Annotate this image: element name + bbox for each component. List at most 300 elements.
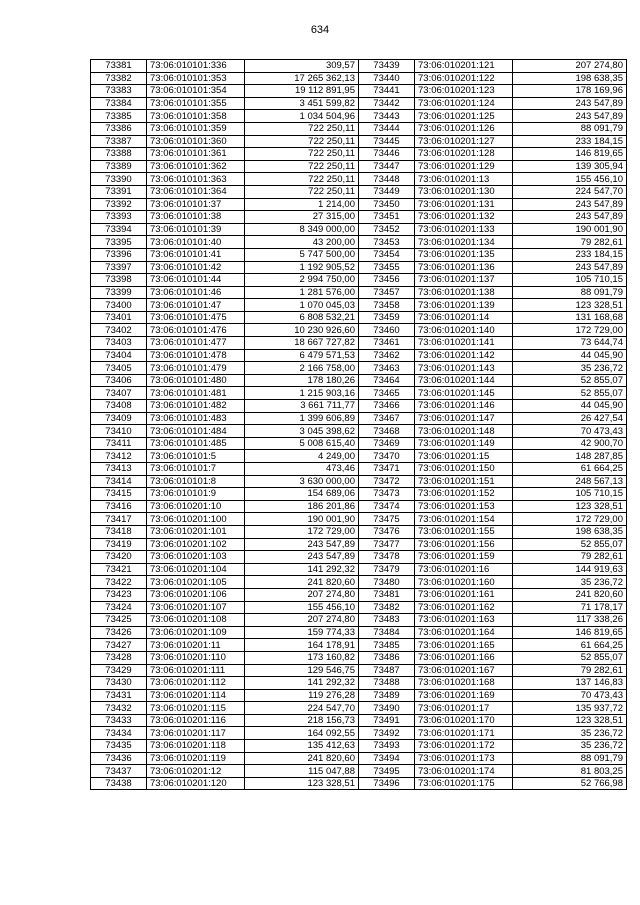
table-row: [91, 211, 359, 224]
cadastral-number-cell: 73:06:010101:47: [147, 299, 245, 312]
row-number-cell: 73493: [359, 740, 415, 753]
row-number-cell: 73416: [91, 500, 147, 513]
row-number-cell: 73410: [91, 425, 147, 438]
value-cell: 26 427,54: [513, 412, 627, 425]
cadastral-number-cell: 73:06:010201:133: [415, 223, 513, 236]
cadastral-number-cell: 73:06:010201:130: [415, 185, 513, 198]
table-row: [359, 740, 627, 753]
table-row: [91, 513, 359, 526]
cadastral-number-cell: 73:06:010201:115: [147, 702, 245, 715]
table-row: [359, 651, 627, 664]
table-row: [359, 362, 627, 375]
row-number-cell: 73470: [359, 450, 415, 463]
value-cell: 172 729,00: [513, 324, 627, 337]
cadastral-number-cell: 73:06:010201:116: [147, 714, 245, 727]
value-cell: 123 328,51: [513, 299, 627, 312]
cadastral-number-cell: 73:06:010201:111: [147, 664, 245, 677]
cadastral-number-cell: 73:06:010201:15: [415, 450, 513, 463]
value-cell: 141 292,32: [245, 677, 359, 690]
row-number-cell: 73485: [359, 639, 415, 652]
table-row: [91, 72, 359, 85]
row-number-cell: 73437: [91, 765, 147, 778]
cadastral-number-cell: 73:06:010201:114: [147, 689, 245, 702]
row-number-cell: 73456: [359, 274, 415, 287]
row-number-cell: 73433: [91, 714, 147, 727]
row-number-cell: 73388: [91, 148, 147, 161]
value-cell: 241 820,60: [513, 588, 627, 601]
table-row: [91, 437, 359, 450]
table-row: [359, 261, 627, 274]
value-cell: 27 315,00: [245, 211, 359, 224]
cadastral-number-cell: 73:06:010101:44: [147, 274, 245, 287]
cadastral-number-cell: 73:06:010101:41: [147, 248, 245, 261]
value-cell: 243 547,89: [513, 261, 627, 274]
value-cell: 148 287,85: [513, 450, 627, 463]
value-cell: 241 820,60: [245, 752, 359, 765]
value-cell: 79 282,61: [513, 664, 627, 677]
row-number-cell: 73391: [91, 185, 147, 198]
value-cell: 190 001,90: [245, 513, 359, 526]
value-cell: 3 630 000,00: [245, 475, 359, 488]
value-cell: 52 766,98: [513, 777, 627, 790]
table-row: [91, 475, 359, 488]
table-row: [359, 538, 627, 551]
table-row: [91, 626, 359, 639]
value-cell: 243 547,89: [513, 110, 627, 123]
value-cell: 159 774,33: [245, 626, 359, 639]
table-row: [359, 601, 627, 614]
value-cell: 207 274,80: [245, 614, 359, 627]
cadastral-number-cell: 73:06:010201:125: [415, 110, 513, 123]
value-cell: 79 282,61: [513, 551, 627, 564]
row-number-cell: 73494: [359, 752, 415, 765]
table-row: [91, 60, 359, 73]
table-row: [91, 538, 359, 551]
value-cell: 146 819,65: [513, 148, 627, 161]
table-row: [359, 248, 627, 261]
cadastral-number-cell: 73:06:010101:478: [147, 349, 245, 362]
row-number-cell: 73426: [91, 626, 147, 639]
cadastral-number-cell: 73:06:010101:363: [147, 173, 245, 186]
table-row: [359, 185, 627, 198]
value-cell: 243 547,89: [513, 198, 627, 211]
value-cell: 88 091,79: [513, 122, 627, 135]
cadastral-number-cell: 73:06:010101:481: [147, 387, 245, 400]
row-number-cell: 73419: [91, 538, 147, 551]
table-row: [359, 110, 627, 123]
cadastral-number-cell: 73:06:010101:46: [147, 286, 245, 299]
cadastral-number-cell: 73:06:010101:479: [147, 362, 245, 375]
row-number-cell: 73394: [91, 223, 147, 236]
cadastral-number-cell: 73:06:010201:160: [415, 576, 513, 589]
value-cell: 173 160,82: [245, 651, 359, 664]
value-cell: 198 638,35: [513, 525, 627, 538]
cadastral-number-cell: 73:06:010101:364: [147, 185, 245, 198]
table-row: [359, 551, 627, 564]
value-cell: 241 820,60: [245, 576, 359, 589]
row-number-cell: 73387: [91, 135, 147, 148]
value-cell: 1 281 576,00: [245, 286, 359, 299]
value-cell: 164 092,55: [245, 727, 359, 740]
row-number-cell: 73396: [91, 248, 147, 261]
value-cell: 243 547,89: [513, 211, 627, 224]
cadastral-number-cell: 73:06:010201:124: [415, 97, 513, 110]
value-cell: 137 146,83: [513, 677, 627, 690]
value-cell: 5 008 615,40: [245, 437, 359, 450]
row-number-cell: 73439: [359, 60, 415, 73]
value-cell: 178 180,26: [245, 374, 359, 387]
table-row: [91, 777, 359, 790]
row-number-cell: 73482: [359, 601, 415, 614]
row-number-cell: 73407: [91, 387, 147, 400]
table-row: [359, 211, 627, 224]
cadastral-number-cell: 73:06:010201:156: [415, 538, 513, 551]
row-number-cell: 73467: [359, 412, 415, 425]
value-cell: 154 689,06: [245, 488, 359, 501]
cadastral-number-cell: 73:06:010201:143: [415, 362, 513, 375]
cadastral-number-cell: 73:06:010201:139: [415, 299, 513, 312]
table-row: [91, 752, 359, 765]
page-number: 634: [310, 24, 330, 36]
cadastral-number-cell: 73:06:010101:336: [147, 60, 245, 73]
table-row: [359, 223, 627, 236]
row-number-cell: 73385: [91, 110, 147, 123]
cadastral-number-cell: 73:06:010101:477: [147, 337, 245, 350]
table-row: [91, 463, 359, 476]
row-number-cell: 73405: [91, 362, 147, 375]
table-row: [91, 286, 359, 299]
table-row: [91, 236, 359, 249]
left-data-table: [90, 59, 359, 790]
table-row: [359, 274, 627, 287]
cadastral-number-cell: 73:06:010101:355: [147, 97, 245, 110]
table-row: [91, 362, 359, 375]
table-row: [359, 702, 627, 715]
value-cell: 17 265 362,13: [245, 72, 359, 85]
table-row: [91, 122, 359, 135]
cadastral-number-cell: 73:06:010101:7: [147, 463, 245, 476]
row-number-cell: 73464: [359, 374, 415, 387]
cadastral-number-cell: 73:06:010201:121: [415, 60, 513, 73]
table-row: [359, 60, 627, 73]
value-cell: 19 112 891,95: [245, 85, 359, 98]
value-cell: 3 045 398,62: [245, 425, 359, 438]
table-row: [359, 777, 627, 790]
row-number-cell: 73451: [359, 211, 415, 224]
row-number-cell: 73432: [91, 702, 147, 715]
row-number-cell: 73492: [359, 727, 415, 740]
cadastral-number-cell: 73:06:010201:134: [415, 236, 513, 249]
table-row: [91, 500, 359, 513]
table-row: [91, 740, 359, 753]
row-number-cell: 73395: [91, 236, 147, 249]
cadastral-number-cell: 73:06:010201:127: [415, 135, 513, 148]
cadastral-number-cell: 73:06:010101:354: [147, 85, 245, 98]
row-number-cell: 73457: [359, 286, 415, 299]
row-number-cell: 73461: [359, 337, 415, 350]
value-cell: 115 047,88: [245, 765, 359, 778]
value-cell: 1 070 045,03: [245, 299, 359, 312]
cadastral-number-cell: 73:06:010201:138: [415, 286, 513, 299]
value-cell: 70 473,43: [513, 425, 627, 438]
row-number-cell: 73420: [91, 551, 147, 564]
row-number-cell: 73399: [91, 286, 147, 299]
value-cell: 6 808 532,21: [245, 311, 359, 324]
row-number-cell: 73483: [359, 614, 415, 627]
value-cell: 186 201,86: [245, 500, 359, 513]
table-row: [91, 664, 359, 677]
cadastral-number-cell: 73:06:010101:37: [147, 198, 245, 211]
table-row: [359, 122, 627, 135]
value-cell: 71 178,17: [513, 601, 627, 614]
row-number-cell: 73435: [91, 740, 147, 753]
row-number-cell: 73382: [91, 72, 147, 85]
row-number-cell: 73454: [359, 248, 415, 261]
cadastral-number-cell: 73:06:010101:362: [147, 160, 245, 173]
row-number-cell: 73429: [91, 664, 147, 677]
cadastral-number-cell: 73:06:010201:170: [415, 714, 513, 727]
cadastral-number-cell: 73:06:010201:174: [415, 765, 513, 778]
table-row: [359, 387, 627, 400]
row-number-cell: 73427: [91, 639, 147, 652]
row-number-cell: 73384: [91, 97, 147, 110]
cadastral-number-cell: 73:06:010101:361: [147, 148, 245, 161]
table-row: [91, 677, 359, 690]
table-row: [91, 374, 359, 387]
cadastral-number-cell: 73:06:010101:358: [147, 110, 245, 123]
table-row: [91, 299, 359, 312]
row-number-cell: 73484: [359, 626, 415, 639]
table-row: [91, 588, 359, 601]
value-cell: 117 338,26: [513, 614, 627, 627]
cadastral-number-cell: 73:06:010201:142: [415, 349, 513, 362]
value-cell: 2 994 750,00: [245, 274, 359, 287]
cadastral-number-cell: 73:06:010201:147: [415, 412, 513, 425]
cadastral-number-cell: 73:06:010201:155: [415, 525, 513, 538]
table-row: [359, 677, 627, 690]
cadastral-number-cell: 73:06:010101:42: [147, 261, 245, 274]
row-number-cell: 73476: [359, 525, 415, 538]
row-number-cell: 73418: [91, 525, 147, 538]
value-cell: 81 803,25: [513, 765, 627, 778]
cadastral-number-cell: 73:06:010201:16: [415, 563, 513, 576]
row-number-cell: 73448: [359, 173, 415, 186]
value-cell: 6 479 571,53: [245, 349, 359, 362]
row-number-cell: 73447: [359, 160, 415, 173]
row-number-cell: 73471: [359, 463, 415, 476]
table-row: [91, 488, 359, 501]
value-cell: 5 747 500,00: [245, 248, 359, 261]
value-cell: 309,57: [245, 60, 359, 73]
table-row: [359, 626, 627, 639]
row-number-cell: 73425: [91, 614, 147, 627]
cadastral-number-cell: 73:06:010201:164: [415, 626, 513, 639]
value-cell: 233 184,15: [513, 135, 627, 148]
table-row: [359, 97, 627, 110]
table-row: [91, 765, 359, 778]
value-cell: 144 919,63: [513, 563, 627, 576]
value-cell: 35 236,72: [513, 727, 627, 740]
cadastral-number-cell: 73:06:010101:359: [147, 122, 245, 135]
value-cell: 1 399 606,89: [245, 412, 359, 425]
cadastral-number-cell: 73:06:010201:117: [147, 727, 245, 740]
table-row: [359, 412, 627, 425]
table-row: [91, 651, 359, 664]
value-cell: 52 855,07: [513, 538, 627, 551]
table-row: [91, 563, 359, 576]
value-cell: 52 855,07: [513, 374, 627, 387]
row-number-cell: 73400: [91, 299, 147, 312]
value-cell: 61 664,25: [513, 463, 627, 476]
row-number-cell: 73390: [91, 173, 147, 186]
row-number-cell: 73443: [359, 110, 415, 123]
value-cell: 61 664,25: [513, 639, 627, 652]
cadastral-number-cell: 73:06:010201:161: [415, 588, 513, 601]
row-number-cell: 73473: [359, 488, 415, 501]
value-cell: 164 178,91: [245, 639, 359, 652]
cadastral-number-cell: 73:06:010201:112: [147, 677, 245, 690]
value-cell: 218 156,73: [245, 714, 359, 727]
value-cell: 105 710,15: [513, 488, 627, 501]
table-row: [359, 488, 627, 501]
value-cell: 79 282,61: [513, 236, 627, 249]
row-number-cell: 73402: [91, 324, 147, 337]
table-row: [359, 525, 627, 538]
cadastral-number-cell: 73:06:010201:132: [415, 211, 513, 224]
value-cell: 44 045,90: [513, 349, 627, 362]
row-number-cell: 73389: [91, 160, 147, 173]
table-row: [359, 727, 627, 740]
cadastral-number-cell: 73:06:010201:110: [147, 651, 245, 664]
row-number-cell: 73413: [91, 463, 147, 476]
cadastral-number-cell: 73:06:010201:131: [415, 198, 513, 211]
row-number-cell: 73415: [91, 488, 147, 501]
row-number-cell: 73438: [91, 777, 147, 790]
value-cell: 73 644,74: [513, 337, 627, 350]
cadastral-number-cell: 73:06:010201:171: [415, 727, 513, 740]
value-cell: 1 214,00: [245, 198, 359, 211]
table-row: [91, 412, 359, 425]
row-number-cell: 73463: [359, 362, 415, 375]
cadastral-number-cell: 73:06:010201:149: [415, 437, 513, 450]
cadastral-number-cell: 73:06:010201:102: [147, 538, 245, 551]
table-row: [359, 425, 627, 438]
value-cell: 224 547,70: [513, 185, 627, 198]
value-cell: 139 305,94: [513, 160, 627, 173]
value-cell: 722 250,11: [245, 122, 359, 135]
value-cell: 105 710,15: [513, 274, 627, 287]
table-row: [359, 299, 627, 312]
cadastral-number-cell: 73:06:010101:39: [147, 223, 245, 236]
cadastral-number-cell: 73:06:010201:169: [415, 689, 513, 702]
table-row: [359, 765, 627, 778]
table-row: [359, 475, 627, 488]
row-number-cell: 73397: [91, 261, 147, 274]
value-cell: 155 456,10: [245, 601, 359, 614]
cadastral-number-cell: 73:06:010201:101: [147, 525, 245, 538]
cadastral-number-cell: 73:06:010201:175: [415, 777, 513, 790]
cadastral-number-cell: 73:06:010201:129: [415, 160, 513, 173]
row-number-cell: 73408: [91, 400, 147, 413]
table-row: [359, 463, 627, 476]
cadastral-number-cell: 73:06:010201:14: [415, 311, 513, 324]
cadastral-number-cell: 73:06:010201:152: [415, 488, 513, 501]
cadastral-number-cell: 73:06:010201:104: [147, 563, 245, 576]
table-row: [91, 185, 359, 198]
table-row: [91, 576, 359, 589]
cadastral-number-cell: 73:06:010201:146: [415, 400, 513, 413]
table-row: [359, 400, 627, 413]
cadastral-number-cell: 73:06:010201:126: [415, 122, 513, 135]
row-number-cell: 73406: [91, 374, 147, 387]
table-row: [359, 714, 627, 727]
value-cell: 10 230 926,60: [245, 324, 359, 337]
value-cell: 2 166 758,00: [245, 362, 359, 375]
table-row: [359, 160, 627, 173]
table-row: [91, 198, 359, 211]
row-number-cell: 73479: [359, 563, 415, 576]
cadastral-number-cell: 73:06:010201:135: [415, 248, 513, 261]
table-row: [91, 337, 359, 350]
row-number-cell: 73486: [359, 651, 415, 664]
value-cell: 172 729,00: [513, 513, 627, 526]
row-number-cell: 73458: [359, 299, 415, 312]
value-cell: 43 200,00: [245, 236, 359, 249]
row-number-cell: 73445: [359, 135, 415, 148]
table-row: [359, 173, 627, 186]
row-number-cell: 73474: [359, 500, 415, 513]
row-number-cell: 73393: [91, 211, 147, 224]
row-number-cell: 73411: [91, 437, 147, 450]
row-number-cell: 73424: [91, 601, 147, 614]
table-row: [359, 311, 627, 324]
value-cell: 155 456,10: [513, 173, 627, 186]
table-row: [91, 135, 359, 148]
table-row: [359, 450, 627, 463]
cadastral-number-cell: 73:06:010101:476: [147, 324, 245, 337]
row-number-cell: 73453: [359, 236, 415, 249]
table-row: [359, 337, 627, 350]
cadastral-number-cell: 73:06:010201:140: [415, 324, 513, 337]
cadastral-number-cell: 73:06:010201:12: [147, 765, 245, 778]
cadastral-number-cell: 73:06:010201:11: [147, 639, 245, 652]
cadastral-number-cell: 73:06:010101:353: [147, 72, 245, 85]
table-row: [91, 274, 359, 287]
row-number-cell: 73468: [359, 425, 415, 438]
cadastral-number-cell: 73:06:010201:172: [415, 740, 513, 753]
row-number-cell: 73491: [359, 714, 415, 727]
cadastral-number-cell: 73:06:010201:165: [415, 639, 513, 652]
row-number-cell: 73417: [91, 513, 147, 526]
table-row: [91, 97, 359, 110]
row-number-cell: 73462: [359, 349, 415, 362]
cadastral-number-cell: 73:06:010201:136: [415, 261, 513, 274]
value-cell: 207 274,80: [513, 60, 627, 73]
value-cell: 129 546,75: [245, 664, 359, 677]
row-number-cell: 73455: [359, 261, 415, 274]
row-number-cell: 73496: [359, 777, 415, 790]
cadastral-number-cell: 73:06:010101:5: [147, 450, 245, 463]
cadastral-number-cell: 73:06:010201:163: [415, 614, 513, 627]
cadastral-number-cell: 73:06:010201:107: [147, 601, 245, 614]
cadastral-number-cell: 73:06:010201:137: [415, 274, 513, 287]
table-row: [359, 639, 627, 652]
cadastral-number-cell: 73:06:010101:482: [147, 400, 245, 413]
cadastral-number-cell: 73:06:010201:120: [147, 777, 245, 790]
row-number-cell: 73383: [91, 85, 147, 98]
row-number-cell: 73459: [359, 311, 415, 324]
row-number-cell: 73403: [91, 337, 147, 350]
